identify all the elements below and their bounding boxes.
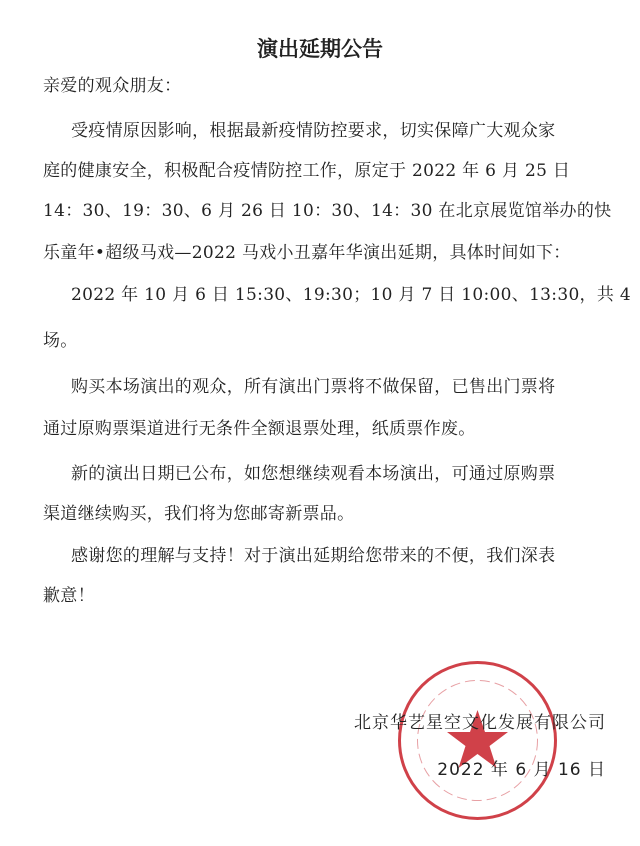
- paragraph-line: 新的演出日期已公布，如您想继续观看本场演出，可通过原购票: [71, 464, 556, 484]
- paragraph-line: 通过原购票渠道进行无条件全额退票处理，纸质票作废。: [43, 419, 476, 439]
- paragraph-line: 14：30、19：30、6 月 26 日 10：30、14：30 在北京展览馆举办的快: [43, 201, 612, 221]
- paragraph-line: 购买本场演出的观众，所有演出门票将不做保留，已售出门票将: [71, 377, 556, 397]
- signature-company: 北京华艺星空文化发展有限公司: [354, 713, 606, 733]
- paragraph-line: 2022 年 10 月 6 日 15:30、19:30；10 月 7 日 10:00、13:30，共 4: [71, 285, 631, 305]
- paragraph-line: 场。: [43, 331, 78, 351]
- paragraph-line: 歉意！: [43, 586, 95, 606]
- signature-date: 2022 年 6 月 16 日: [437, 760, 606, 780]
- page-title: 演出延期公告: [257, 37, 383, 61]
- paragraph-line: 感谢您的理解与支持！对于演出延期给您带来的不便，我们深表: [71, 546, 556, 566]
- company-seal: [395, 658, 560, 823]
- paragraph-line: 受疫情原因影响，根据最新疫情防控要求，切实保障广大观众家: [71, 121, 556, 141]
- paragraph-line: 渠道继续购买，我们将为您邮寄新票品。: [43, 504, 355, 524]
- paragraph-line: 庭的健康安全，积极配合疫情防控工作，原定于 2022 年 6 月 25 日: [43, 161, 571, 181]
- greeting: 亲爱的观众朋友：: [43, 76, 182, 96]
- paragraph-line: 乐童年•超级马戏—2022 马戏小丑嘉年华演出延期，具体时间如下：: [43, 243, 571, 263]
